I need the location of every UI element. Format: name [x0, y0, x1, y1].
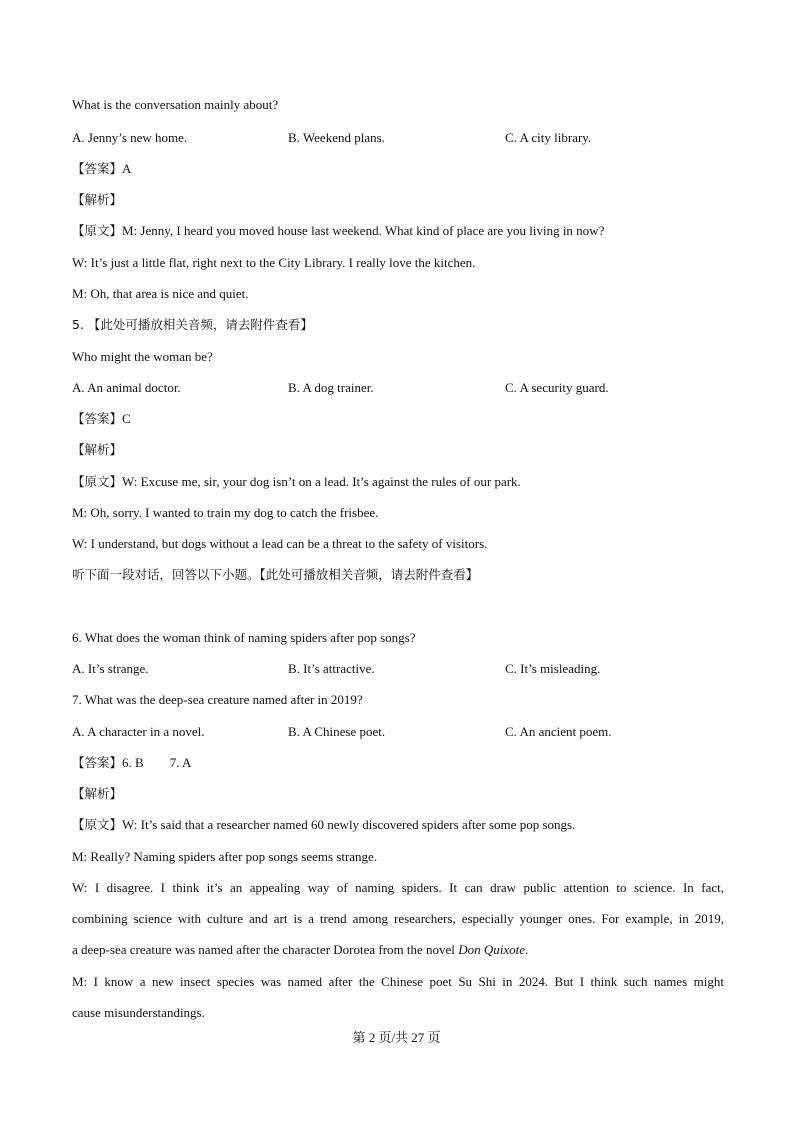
q4-option-b: B. Weekend plans. — [288, 130, 385, 145]
q7-answer: 7. A — [169, 755, 192, 770]
q5-option-b: B. A dog trainer. — [288, 380, 374, 395]
answer-label: 【答案】 — [72, 755, 123, 770]
q67-transcript-line-2: M: Really? Naming spiders after pop songs seems strange. — [72, 849, 378, 864]
q5-answer-row — [72, 411, 131, 427]
q7-option-b: B. A Chinese poet. — [288, 724, 386, 739]
section-instruction: 听下面一段对话，回答以下小题。【此处可播放相关音频，请去附件查看】 — [72, 567, 479, 582]
line-5-text: a deep-sea creature was named after the character Dorotea from the novel — [72, 942, 459, 957]
transcript-text: M: Jenny, I heard you moved house last weekend. What kind of place are you living in now? — [122, 223, 605, 238]
q5-answer: C — [122, 411, 131, 426]
q4-transcript-line-1 — [72, 223, 604, 239]
q67-transcript-line-3: W: I disagree. I think it’s an appealing way of naming spiders. It can draw public attention to science. In fact, — [72, 880, 724, 895]
q6-answer: 6. B — [122, 755, 144, 770]
q5-question: Who might the woman be? — [72, 349, 213, 364]
q67-answer-row — [72, 755, 191, 771]
page-footer: 第 2 页/共 27 页 — [352, 1030, 441, 1045]
q5-transcript-line-2: M: Oh, sorry. I wanted to train my dog to catch the frisbee. — [72, 505, 379, 520]
transcript-text: W: Excuse me, sir, your dog isn’t on a lead. It’s against the rules of our park. — [122, 474, 521, 489]
q5-analysis-label: 【解析】 — [72, 442, 123, 457]
q67-transcript-line-7: cause misunderstandings. — [72, 1005, 205, 1020]
transcript-label: 【原文】 — [72, 817, 123, 832]
line-5-period: . — [524, 942, 529, 957]
q5-transcript-line-3: W: I understand, but dogs without a lead can be a threat to the safety of visitors. — [72, 536, 488, 551]
q4-option-a: A. Jenny’s new home. — [72, 130, 188, 145]
q5-heading: 5. 【此处可播放相关音频，请去附件查看】 — [72, 317, 313, 332]
transcript-label: 【原文】 — [72, 474, 123, 489]
q4-transcript-line-3: M: Oh, that area is nice and quiet. — [72, 286, 249, 301]
q4-option-c: C. A city library. — [505, 130, 592, 145]
q7-option-a: A. A character in a novel. — [72, 724, 205, 739]
q7-question: 7. What was the deep-sea creature named after in 2019? — [72, 692, 363, 707]
q6-option-b: B. It’s attractive. — [288, 661, 375, 676]
q5-option-a: A. An animal doctor. — [72, 380, 181, 395]
q4-transcript-line-2: W: It’s just a little flat, right next to the City Library. I really love the kitchen. — [72, 255, 476, 270]
q67-transcript-line-1 — [72, 817, 575, 833]
q7-option-c: C. An ancient poem. — [505, 724, 612, 739]
transcript-label: 【原文】 — [72, 223, 123, 238]
q4-question: What is the conversation mainly about? — [72, 97, 279, 112]
q6-option-a: A. It’s strange. — [72, 661, 149, 676]
q6-question: 6. What does the woman think of naming spiders after pop songs? — [72, 630, 416, 645]
transcript-text: W: It’s said that a researcher named 60 newly discovered spiders after some pop songs. — [122, 817, 576, 832]
q67-transcript-line-6: M: I know a new insect species was named after the Chinese poet Su Shi in 2024. But I think such names might — [72, 974, 724, 989]
q6-option-c: C. It’s misleading. — [505, 661, 601, 676]
q67-analysis-label: 【解析】 — [72, 786, 123, 801]
novel-title: Don Quixote — [458, 942, 525, 957]
q4-answer-row — [72, 161, 131, 177]
answer-label: 【答案】 — [72, 411, 123, 426]
q67-transcript-line-4: combining science with culture and art is a trend among researchers, especially younger ones. For example, in 2019, — [72, 911, 724, 926]
q5-transcript-line-1 — [72, 474, 521, 490]
q67-transcript-line-5 — [72, 942, 528, 958]
q5-option-c: C. A security guard. — [505, 380, 609, 395]
q4-analysis-label: 【解析】 — [72, 192, 123, 207]
answer-label: 【答案】 — [72, 161, 123, 176]
q4-answer: A — [122, 161, 132, 176]
